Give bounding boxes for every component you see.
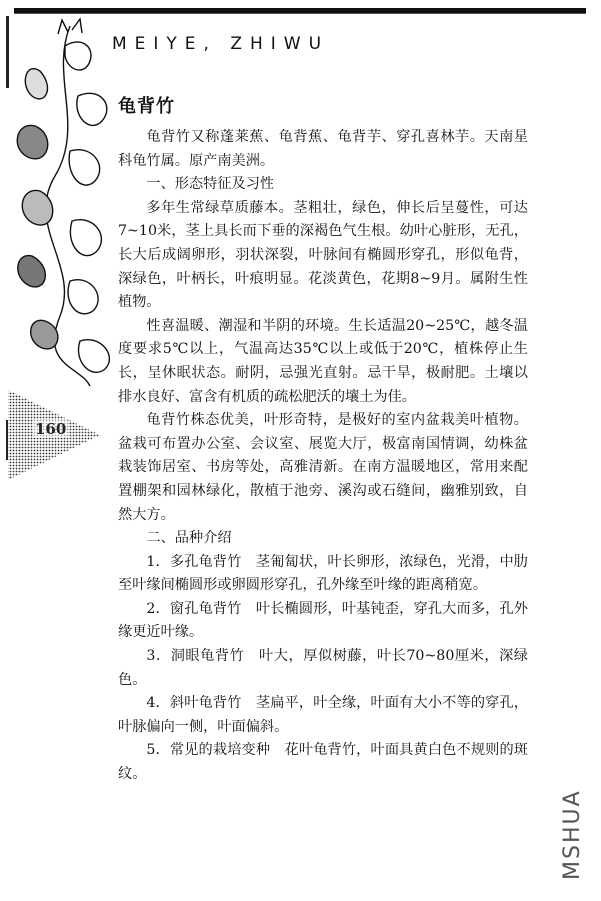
section-heading-varieties: 二、品种介绍 (146, 530, 232, 547)
variety-item: 2．窗孔龟背竹 叶长椭圆形，叶基钝歪，穿孔大而多，孔外缘更近叶缘。 (118, 600, 528, 641)
paragraph-usage: 龟背竹株态优美，叶形奇特，是极好的室内盆栽美叶植物。盆栽可布置办公室、会议室、展览大厅，极富南国情调，幼株盆栽装饰居室、书房等处，高雅清新。在南方温暖地区，常用来配置棚架和园林绿化，散植于池旁、溪沟或石缝间，幽雅别致，自然大方。 (118, 412, 528, 523)
watermark: MSHUA (560, 789, 585, 880)
article-body (118, 92, 528, 787)
variety-item: 3．洞眼龟背竹 叶大，厚似树藤，叶长70~80厘米，深绿色。 (118, 648, 528, 688)
paragraph-morphology: 多年生常绿草质藤本。茎粗壮，绿色，伸长后呈蔓性，可达7~10米，茎上具长而下垂的深褐色气生根。幼叶心脏形，无孔，长大后成阔卵形，羽状深裂，叶脉间有椭圆形穿孔，形似龟背，深绿色，叶柄长，叶痕明显。花淡黄色，花期8~9月。属附生性植物。 (118, 199, 528, 311)
article-title: 龟背竹 (118, 96, 175, 117)
variety-item: 5．常见的栽培变种 花叶龟背竹，叶面具黄白色不规则的斑纹。 (118, 742, 528, 783)
intro-paragraph: 龟背竹又称蓬莱蕉、龟背蕉、龟背芋、穿孔喜林芋。天南星科龟竹属。原产南美洲。 (118, 129, 528, 169)
section-heading-morphology: 一、形态特征及习性 (146, 176, 275, 193)
top-rule (14, 8, 586, 14)
variety-item: 4．斜叶龟背竹 茎扁平，叶全缘，叶面有大小不等的穿孔，叶脉偏向一侧，叶面偏斜。 (118, 695, 528, 735)
page-number: 160 (35, 420, 67, 438)
margin-rule (6, 16, 9, 88)
running-header: MEIYE, ZHIWU (112, 34, 330, 54)
vine-illustration (10, 16, 130, 396)
variety-item: 1．多孔龟背竹 茎匍匐状，叶长卵形，浓绿色，光滑，中肋至叶缘间椭圆形或卵圆形穿孔，孔外缘至叶缘的距离稍宽。 (118, 553, 528, 594)
paragraph-habit: 性喜温暖、潮湿和半阴的环境。生长适温20~25℃，越冬温度要求5℃以上，气温高达35℃以上或低于20℃，植株停止生长，呈休眠状态。耐阴，忌强光直射。忌干旱，极耐肥。土壤以排水良好、富含有机质的疏松肥沃的壤土为佳。 (118, 317, 528, 405)
